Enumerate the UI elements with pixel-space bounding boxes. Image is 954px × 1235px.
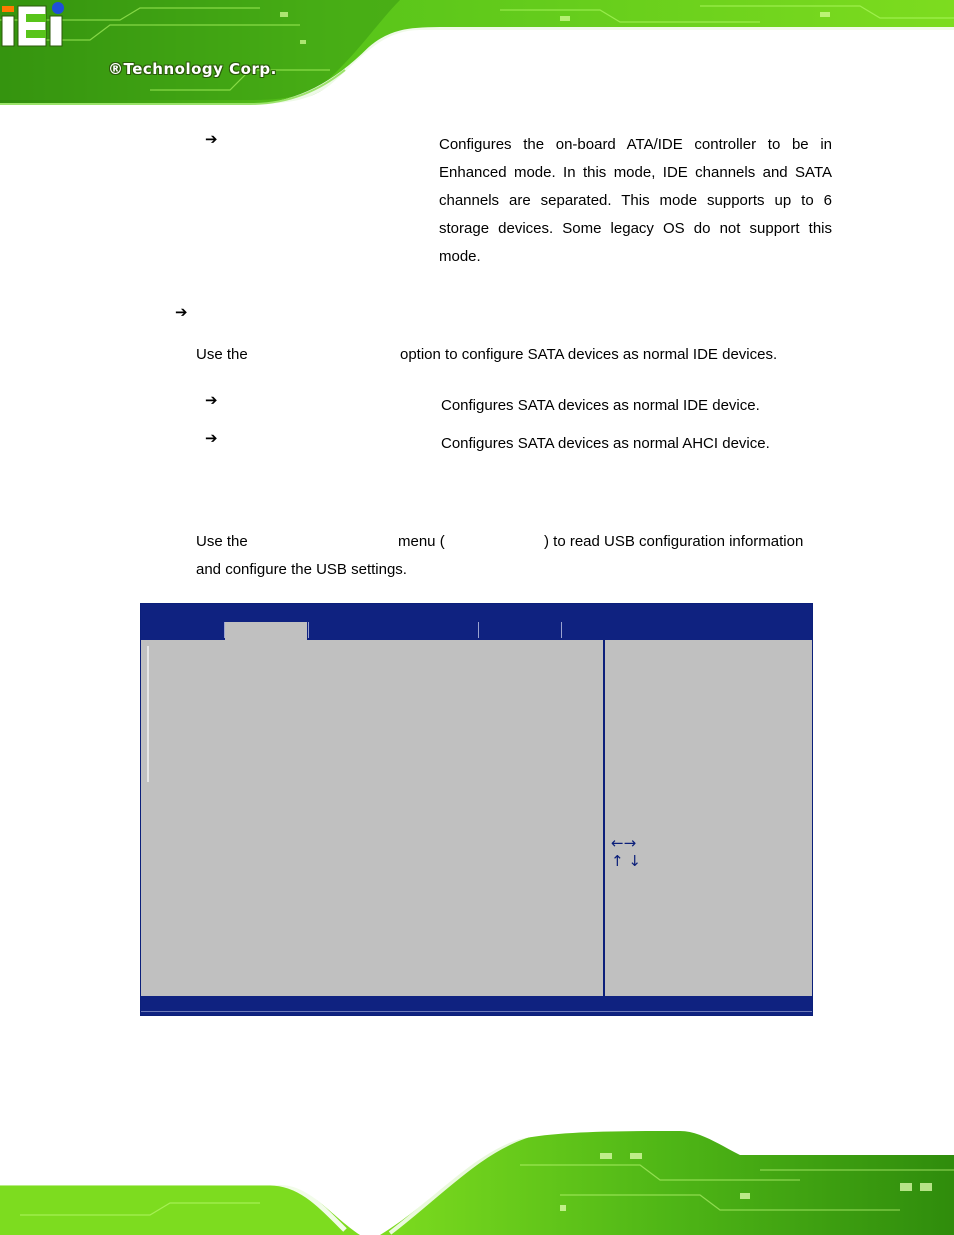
arrow-bullet-icon: ➔ <box>205 429 218 447</box>
tab-separator <box>308 622 309 638</box>
bios-status-bar <box>141 996 812 1015</box>
iei-logo-icon <box>0 0 70 50</box>
circuit-board-footer <box>0 1125 954 1235</box>
company-name: ®Technology Corp. <box>108 60 277 78</box>
bios-active-tab[interactable] <box>225 622 307 640</box>
bios-help-panel <box>605 640 812 996</box>
arrow-bullet-icon: ➔ <box>205 130 218 148</box>
bios-settings-panel <box>141 640 603 996</box>
arrow-bullet-icon: ➔ <box>175 303 188 321</box>
usb-description-line1: ) to read USB configuration information <box>544 533 804 550</box>
tab-separator <box>478 622 479 638</box>
usb-description-line2: and configure the USB settings. <box>196 561 407 578</box>
up-down-arrows-icon: ↑ ↓ <box>611 852 641 870</box>
sata-option-description: option to configure SATA devices as normal IDE devices. <box>400 346 778 363</box>
use-the-label: Use the <box>196 533 248 550</box>
ide-option-description: Configures SATA devices as normal IDE device. <box>441 397 760 414</box>
menu-open-text: menu ( <box>398 533 445 550</box>
circuit-board-banner <box>0 0 954 112</box>
tab-separator <box>561 622 562 638</box>
page-header <box>0 0 954 112</box>
status-bar-line <box>141 1011 812 1012</box>
bios-screen <box>140 603 813 1016</box>
page-footer <box>0 1125 954 1235</box>
arrow-bullet-icon: ➔ <box>205 391 218 409</box>
use-the-label: Use the <box>196 346 248 363</box>
panel-highlight-edge <box>147 646 149 782</box>
left-right-arrows-icon: ←→ <box>611 834 637 852</box>
enhanced-mode-description: Configures the on-board ATA/IDE controller to be in Enhanced mode. In this mode, IDE channels and SATA channels are separated. This mode supports up to 6 storage devices. Some legacy OS do not support this mode. <box>439 136 832 265</box>
ahci-option-description: Configures SATA devices as normal AHCI device. <box>441 435 770 452</box>
